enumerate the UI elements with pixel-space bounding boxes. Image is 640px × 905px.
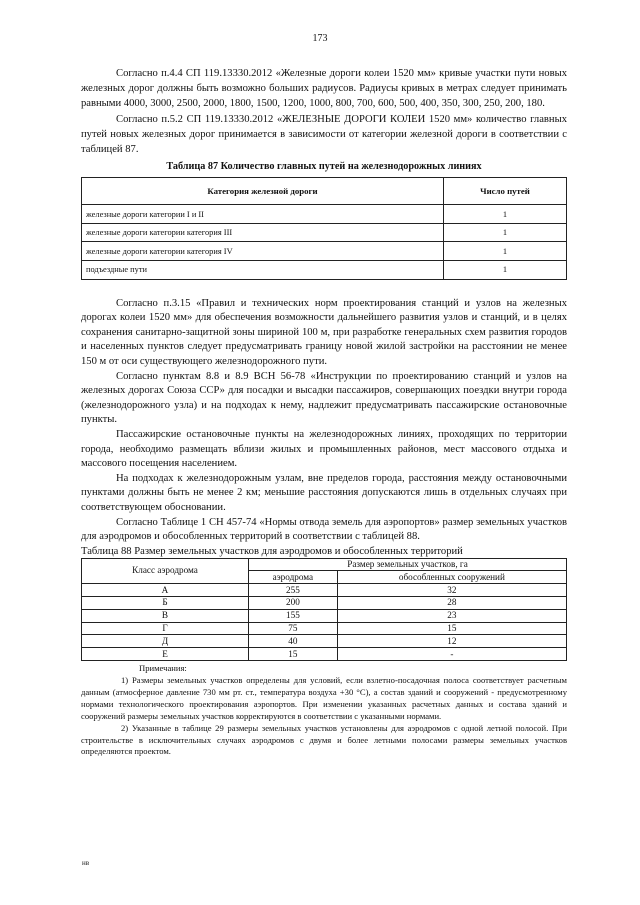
table-row bbox=[82, 622, 567, 635]
table-header-row bbox=[82, 558, 567, 571]
table-cell: 28 bbox=[337, 597, 566, 610]
header-cell: аэродрома bbox=[249, 571, 338, 584]
header-cell: Категория железной дороги bbox=[82, 178, 444, 205]
table-cell: 1 bbox=[444, 242, 567, 261]
paragraph: Согласно Таблице 1 СН 457-74 «Нормы отвода земель для аэропортов» размер земельных участков для аэродромов и обособленных территорий в соответствии с таблицей 88. bbox=[81, 516, 567, 543]
table-cell: Г bbox=[82, 622, 249, 635]
header-cell: Число путей bbox=[444, 178, 567, 205]
table-cell: подъездные пути bbox=[82, 261, 444, 280]
table-row bbox=[82, 648, 567, 661]
table88 bbox=[81, 558, 567, 661]
table-cell: Б bbox=[82, 597, 249, 610]
paragraph: Согласно п.4.4 СП 119.13330.2012 «Железные дороги колеи 1520 мм» кривые участки пути новых железных дорог должны быть возможно больших радиусов. Радиусы кривых в метрах следует принимать равными 4000, 3000, 2500, 2000, 1800, 1500, 1200, 1000, 800, 700, 600, 500, 400, 350, 300, 250, 200, 180. bbox=[81, 68, 567, 110]
table-row bbox=[82, 584, 567, 597]
table-cell: железные дороги категории I и II bbox=[82, 205, 444, 224]
table-cell: А bbox=[82, 584, 249, 597]
table-cell: 200 bbox=[249, 597, 338, 610]
table-row bbox=[82, 205, 567, 224]
header-cell: Размер земельных участков, га bbox=[249, 558, 567, 571]
paragraph: Согласно п.5.2 СП 119.13330.2012 «ЖЕЛЕЗНЫЕ ДОРОГИ КОЛЕИ 1520 мм» количество главных путей новых железных дорог принимается в зависимости от категории железной дороги в соответствии с таблицей 87. bbox=[81, 113, 567, 156]
paragraph: Согласно пунктам 8.8 и 8.9 ВСН 56-78 «Инструкции по проектированию станций и узлов на железных дорогах Союза ССР» для посадки и высадки пассажиров, совершающих поездки внутри города (железнодорожного узла) и на подходах к нему, надлежит предусматривать пассажирские остановочные пункты. bbox=[81, 370, 567, 426]
footer-mark: нв bbox=[82, 859, 90, 867]
paragraph: Пассажирские остановочные пункты на железнодорожных линиях, проходящих по территории города, необходимо размещать вблизи жилых и промышленных районов, мест массового отдыха и массового посещения населением. bbox=[81, 428, 567, 470]
notes bbox=[81, 663, 567, 758]
table-cell: В bbox=[82, 609, 249, 622]
note-item: 1) Размеры земельных участков определены для условий, если взлетно-посадочная полоса соответствует расчетным данным (атмосферное давление 730 мм рт. ст., температура воздуха +30 °С), а состав зданий и сооружений - предусмотренному нормами технологического проектирования аэропортов. При изменении указанных расчетных данных и состава зданий и сооружений размеры земельных участков корректируются в соответствии с указанными нормами. bbox=[81, 674, 567, 721]
page-number: 173 bbox=[312, 33, 328, 44]
paragraph: Согласно п.3.15 «Правил и технических норм проектирования станций и узлов на железных дорогах колеи 1520 мм» для обеспечения возможности дальнейшего развития узлов и станций, и в целях сохранения санитарно-защитной зоны шириной 100 м, при разработке генеральных схем развития городов и населенных пунктов следует предусматривать границу новой жилой застройки на расстоянии не менее 150 м от оси существующего железнодорожного пути. bbox=[81, 297, 567, 367]
table88-caption: Таблица 88 Размер земельных участков для аэродромов и обособленных территорий bbox=[81, 545, 463, 557]
table-cell: Е bbox=[82, 648, 249, 661]
table-cell: 12 bbox=[337, 635, 566, 648]
table-cell: 15 bbox=[249, 648, 338, 661]
table-cell: 32 bbox=[337, 584, 566, 597]
table-row bbox=[82, 609, 567, 622]
notes-heading: Примечания: bbox=[139, 663, 187, 674]
table-cell: 23 bbox=[337, 609, 566, 622]
table-row bbox=[82, 597, 567, 610]
table-row bbox=[82, 635, 567, 648]
table-row bbox=[82, 223, 567, 242]
table87-caption: Таблица 87 Количество главных путей на железнодорожных линиях bbox=[166, 161, 482, 173]
table-cell: 255 bbox=[249, 584, 338, 597]
table87 bbox=[81, 177, 567, 279]
page-body bbox=[81, 66, 567, 758]
table-cell: 155 bbox=[249, 609, 338, 622]
header-cell: обособленных сооружений bbox=[337, 571, 566, 584]
note-item: 2) Указанные в таблице 29 размеры земельных участков установлены для аэродромов с одной летной полосой. При строительстве в исключительных случаях аэродромов с двумя и более летными полосами размеры земельных участков определяются проектом. bbox=[81, 722, 567, 757]
table-cell: 75 bbox=[249, 622, 338, 635]
table-cell: 1 bbox=[444, 261, 567, 280]
table-header-row bbox=[82, 178, 567, 205]
paragraph: На подходах к железнодорожным узлам, вне пределов города, расстояния между остановочными пунктами должны быть не менее 2 км; меньшие расстояния допускаются лишь в отдельных случаях при соответствующем обосновании. bbox=[81, 472, 567, 513]
table-cell: Д bbox=[82, 635, 249, 648]
table-cell: 1 bbox=[444, 205, 567, 224]
table-cell: железные дороги категории категория IV bbox=[82, 242, 444, 261]
table-cell: железные дороги категории категория III bbox=[82, 223, 444, 242]
table-cell: 15 bbox=[337, 622, 566, 635]
table-row bbox=[82, 242, 567, 261]
table-cell: 40 bbox=[249, 635, 338, 648]
table-cell: 1 bbox=[444, 223, 567, 242]
header-cell: Класс аэродрома bbox=[82, 558, 249, 584]
table-cell: - bbox=[337, 648, 566, 661]
table-row bbox=[82, 261, 567, 280]
